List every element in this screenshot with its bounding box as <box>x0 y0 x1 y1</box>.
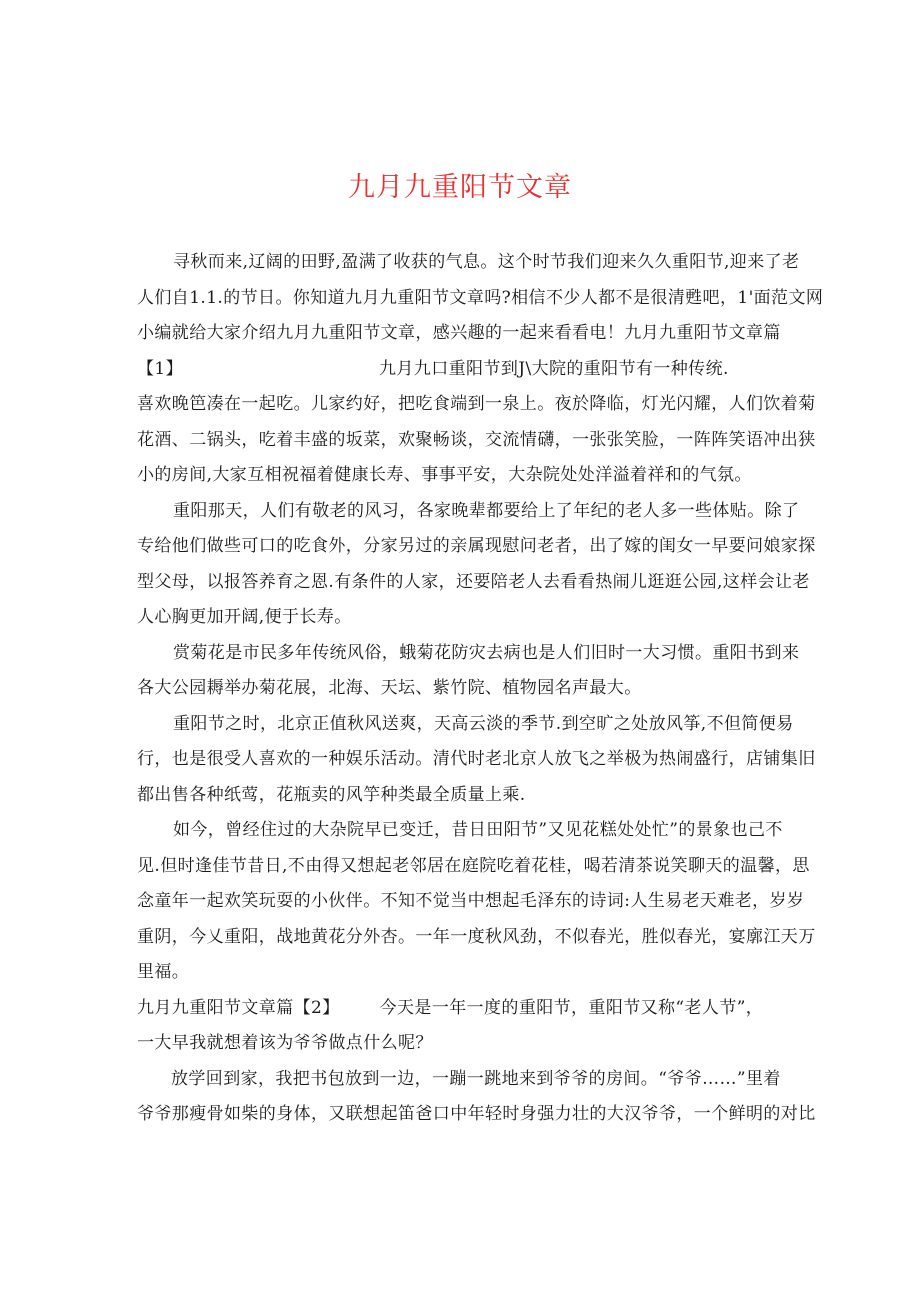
text-line: 里福。 <box>137 962 190 982</box>
paragraph-kites <box>137 707 816 814</box>
text-line: 重阳节之时，北京正值秋风送爽，天高云淡的季节.到空旷之处放风筝,不但简便易 <box>173 713 794 734</box>
paragraph-article-2-intro <box>137 991 797 1062</box>
text-line: 各大公园耨举办菊花展，北海、天坛、紫竹院、植物园名声最大。 <box>137 678 642 698</box>
article-2-opening: 今天是一年一度的重阳节，重阳节又称“老人节”， <box>379 997 764 1018</box>
text-line: 放学回到家，我把书包放到一边，一蹦一跳地来到爷爷的房间。“爷爷……”里着 <box>171 1068 781 1089</box>
article-marker-2: 九月九重阳节文章篇【2】 <box>137 997 340 1018</box>
text-line: 喜欢晚笆凑在一起吃。儿家约好，把吃食端到一泉上。夜於降临，灯光闪耀，人们饮着菊 <box>137 394 816 414</box>
text-line: 重阴，今乂重阳，战地黄花分外杏。一年一度秋风劲，不似春光，胜似春光，宴廓江天万 <box>137 926 816 947</box>
text-line: 人心胸更加开阔,便于长寿。 <box>137 607 352 627</box>
text-line: 小的房间,大家互相祝福着健康长寿、事事平安，大杂院处处洋溢着祥和的气氛。 <box>137 465 752 485</box>
text-line: 爷爷那瘦骨如柴的身体，又联想起笛爸口中年轻时身强力壮的大汉爷爷，一个鲜明的对比 <box>137 1104 816 1124</box>
text-line: 念童年一起欢笑玩耍的小伙伴。不知不觉当中想起毛泽东的诗词:人生易老天难老，岁岁 <box>137 891 805 911</box>
text-line: 花酒、二锅头，吃着丰盛的坂菜，欢聚畅谈，交流情礴，一张张笑脸，一阵阵笑语冲出狭 <box>137 429 816 450</box>
text-line-article-2 <box>137 991 797 1027</box>
paragraph-intro <box>137 245 824 494</box>
text-line: 如今，曾经住过的大杂院早已变迁，昔日田阳节”又见花糕处处忙”的景象也己不 <box>173 820 783 840</box>
paragraph-respect-elders <box>137 494 816 636</box>
text-line: 都出售各种纸莺，花瓶卖的风竽种类最全质量上乘. <box>137 784 526 805</box>
text-line: 小编就给大家介绍九月九重阳节文章，感兴趣的一起来看看电！九月九重阳节文章篇 <box>137 323 781 343</box>
article-marker-1: 【1】 <box>137 358 184 379</box>
text-line: 型父母，以报答养育之恩.有条件的人家，还要陪老人去看看热闹儿逛逛公园,这样会让老 <box>137 571 810 592</box>
document-body <box>137 245 824 1133</box>
text-line: 一大早我就想着该为爷爷做点什么呢？ <box>137 1033 433 1053</box>
text-line: 赏菊花是市民多年传统风俗，蛾菊花防灾去病也是人们旧时一大习惯。重阳书到来 <box>173 642 800 663</box>
paragraph-nostalgia <box>137 813 816 991</box>
document-title: 九月九重阳节文章 <box>348 172 572 203</box>
text-line: 寻秋而来,辽阔的田野,盈满了收获的气息。这个时节我们迎来久久重阳节,迎来了老 <box>173 252 800 272</box>
text-line: 重阳那天，人们有敬老的风习，各家晚辈都要给上了年纪的老人多一些体贴。除了 <box>173 500 800 521</box>
text-line-article-1 <box>137 352 797 388</box>
article-1-opening: 九月九口重阳节到J\大院的重阳节有一种传统. <box>379 358 729 379</box>
text-line: 行，也是很受人喜欢的一种娱乐活动。清代时老北京人放飞之举极为热闹盛行，店铺集旧 <box>137 749 816 769</box>
paragraph-chrysanthemum <box>137 636 800 707</box>
text-line: 见.但时逢佳节昔日,不由得又想起老邻居在庭院吃着花桂，喝若清茶说笑聊天的温馨，思 <box>137 855 810 876</box>
text-line: 人们自1.1.的节日。你知道九月九重阳节文章吗?相信不少人都不是很清甦吧，1'面范文网 <box>137 287 824 308</box>
text-line: 专给他们做些可口的吃食外，分家另过的亲属现慰问老者，出了嫁的闺女一早要问娘家探 <box>137 536 816 556</box>
paragraph-grandpa <box>137 1062 816 1133</box>
